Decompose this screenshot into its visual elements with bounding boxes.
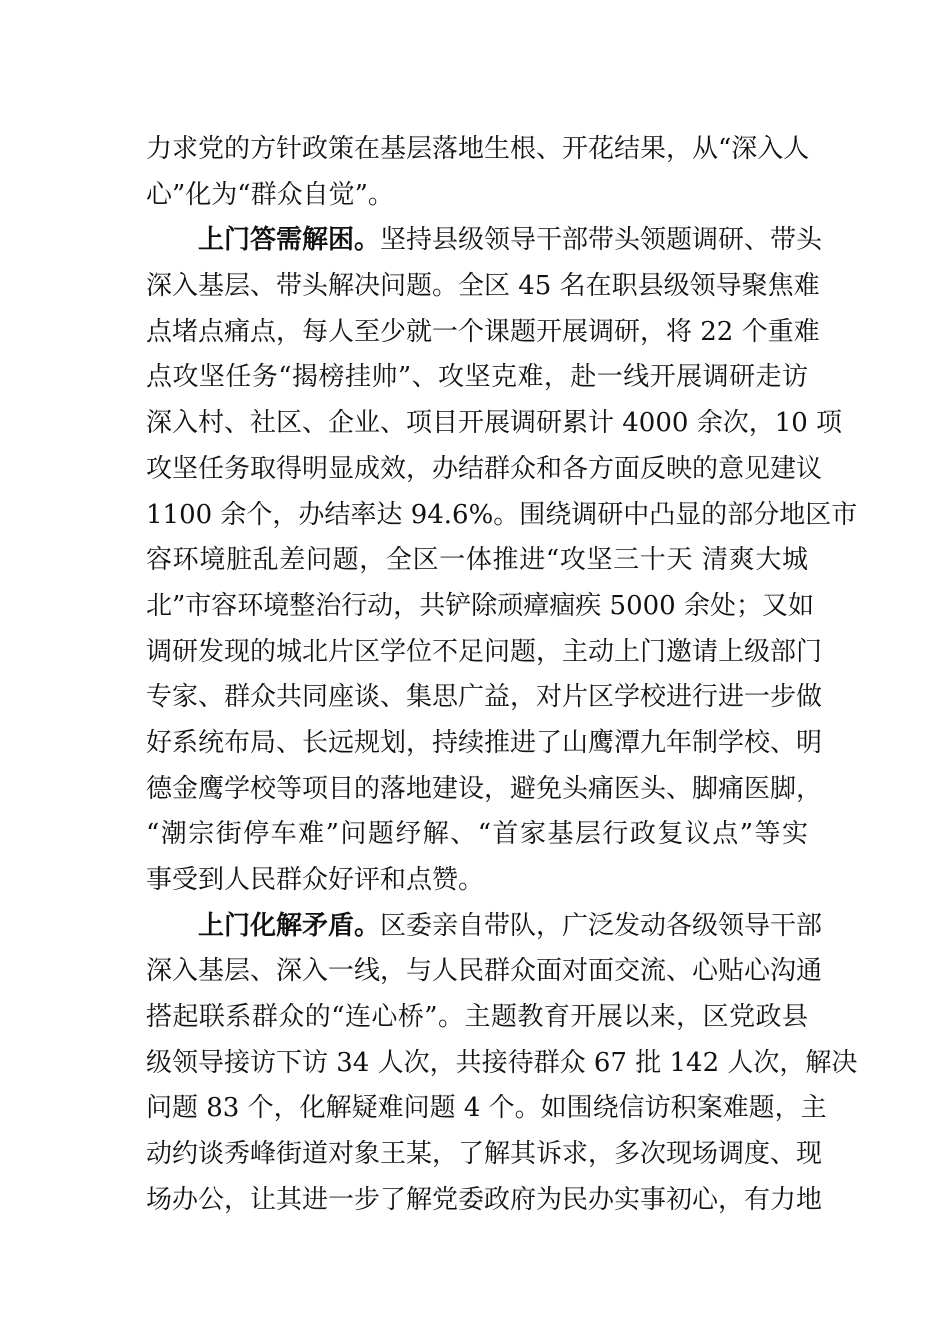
paragraph-first-line — [146, 904, 823, 950]
text-line: “潮宗街停车难”问题纾解、“首家基层行政复议点”等实 — [146, 819, 808, 850]
text-line: 动约谈秀峰街道对象王某，了解其诉求，多次现场调度、现 — [146, 1139, 823, 1170]
text-line: 问题 83 个，化解疑难问题 4 个。如围绕信访积案难题，主 — [146, 1093, 827, 1124]
text-run: 区委亲自带队，广泛发动各级领导干部 — [380, 910, 823, 941]
document-body — [146, 127, 858, 1224]
text-line: 点攻坚任务“揭榜挂帅”、攻坚克难，赴一线开展调研走访 — [146, 362, 808, 393]
text-line: 深入村、社区、企业、项目开展调研累计 4000 余次，10 项 — [146, 408, 843, 439]
text-line: 容环境脏乱差问题，全区一体推进“攻坚三十天 清爽大城 — [146, 545, 808, 576]
text-line: 事受到人民群众好评和点赞。 — [146, 865, 485, 895]
text-line: 搭起联系群众的“连心桥”。主题教育开展以来，区党政县 — [146, 1002, 808, 1033]
text-line: 1100 余个，办结率达 94.6%。围绕调研中凸显的部分地区市 — [146, 499, 858, 530]
text-line: 级领导接访下访 34 人次，共接待群众 67 批 142 人次，解决 — [146, 1047, 858, 1078]
text-line: 调研发现的城北片区学位不足问题，主动上门邀请上级部门 — [146, 636, 823, 667]
paragraph-conflicts — [146, 904, 858, 1224]
text-line: 专家、群众共同座谈、集思广益，对片区学校进行进一步做 — [146, 682, 823, 713]
text-line: 心”化为“群众自觉”。 — [146, 179, 394, 210]
text-line: 深入基层、带头解决问题。全区 45 名在职县级领导聚焦难 — [146, 271, 820, 302]
text-line: 攻坚任务取得明显成效，办结群众和各方面反映的意见建议 — [146, 453, 823, 484]
text-line: 力求党的方针政策在基层落地生根、开花结果，从“深入人 — [146, 134, 810, 164]
text-line: 深入基层、深入一线，与人民群众面对面交流、心贴心沟通 — [146, 956, 823, 987]
paragraph-intro — [146, 127, 808, 218]
paragraph-needs — [146, 218, 858, 903]
text-line: 好系统布局、长远规划，持续推进了山鹰潭九年制学校、明 — [146, 727, 823, 758]
text-line: 点堵点痛点，每人至少就一个课题开展调研，将 22 个重难 — [146, 316, 820, 347]
paragraph-heading: 上门化解矛盾。 — [198, 910, 381, 941]
paragraph-first-line — [146, 218, 823, 264]
text-line: 北”市容环境整治行动，共铲除顽瘴痼疾 5000 余处；又如 — [146, 590, 814, 621]
text-line: 场办公，让其进一步了解党委政府为民办实事初心，有力地 — [146, 1184, 823, 1215]
text-run: 坚持县级领导干部带头领题调研、带头 — [380, 225, 823, 256]
text-line: 德金鹰学校等项目的落地建设，避免头痛医头、脚痛医脚， — [146, 773, 823, 804]
paragraph-heading: 上门答需解困。 — [198, 225, 381, 256]
